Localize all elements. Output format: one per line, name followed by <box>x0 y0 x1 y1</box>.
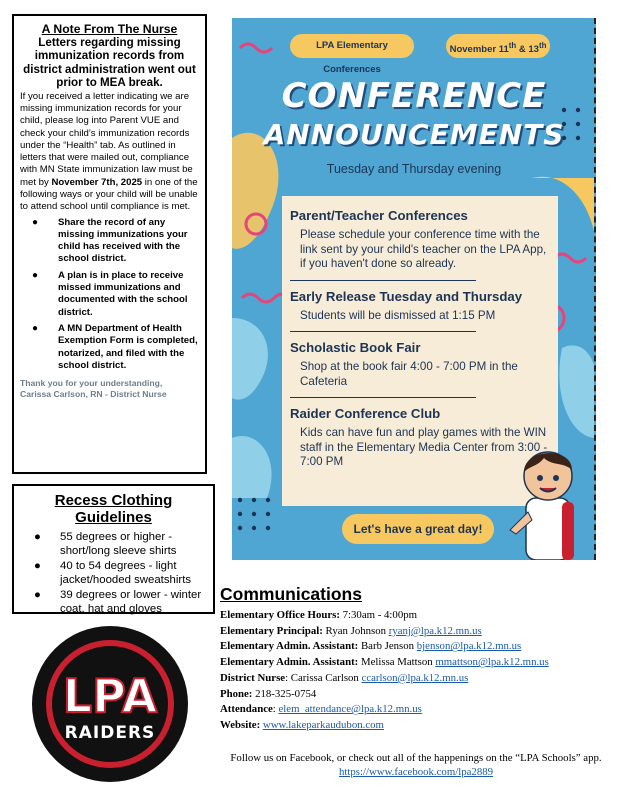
recess-guideline: 40 to 54 degrees - light jacket/hooded sweatshirts <box>60 560 192 586</box>
pink-squiggle-shape <box>240 44 272 52</box>
field-label: Elementary Principal: <box>220 624 323 637</box>
date-text: November 11 <box>449 44 509 56</box>
assistant-row <box>220 655 610 671</box>
recess-guideline: 55 degrees or higher - short/long sleeve shirts <box>60 531 177 557</box>
bullet-icon: ● <box>34 531 41 543</box>
bullet-icon: ● <box>34 589 41 601</box>
nurse-signature-line: Carissa Carlson, RN - District Nurse <box>20 389 167 400</box>
recess-title: Recess Clothing Guidelines <box>54 492 173 526</box>
pointing-boy-illustration <box>508 436 592 560</box>
flyer-title-line2: ANNOUNCEMENTS <box>263 118 565 151</box>
field-label: Elementary Admin. Assistant: <box>220 640 359 653</box>
assistant-email-link[interactable]: bjenson@lpa.k12.mn.us <box>416 640 522 653</box>
backpack-strap-shape <box>562 502 574 560</box>
phone-number: 218-325-0754 <box>252 687 317 700</box>
principal-name: Ryan Johnson <box>322 624 389 637</box>
field-label: District Nurse <box>220 671 286 684</box>
facebook-link[interactable]: https://www.facebook.com/lpa2889 <box>338 765 494 778</box>
section-title: Early Release Tuesday and Thursday <box>290 288 523 304</box>
light-blue-blob-shape <box>559 345 596 438</box>
nurse-row <box>220 671 610 687</box>
nurse-body-part1: If you received a letter indicating we are missing immunization records for your child, please log into Parent VUE and check your child’s immunization records under the “Health” tab. As outlined in letters that were mailed out, compliance with MN State immunization law must be met by <box>20 90 193 188</box>
flyer-title-line1: CONFERENCE <box>281 76 547 116</box>
flyer-footer-pill: Let's have a great day! <box>342 514 494 544</box>
bullet-icon: ● <box>32 216 39 228</box>
nurse-note-title: A Note From The Nurse <box>41 22 178 36</box>
list-item <box>20 588 207 616</box>
recess-clothing-box <box>12 484 215 614</box>
light-blue-blob-shape <box>232 318 268 400</box>
flyer-subtitle: Tuesday and Thursday evening <box>326 162 502 176</box>
nurse-note-body <box>20 91 199 214</box>
nurse-email-link[interactable]: ccarlson@lpa.k12.mn.us <box>361 671 469 684</box>
section-title: Parent/Teacher Conferences <box>290 208 468 223</box>
attendance-row <box>220 702 610 718</box>
section-body: Shop at the book fair 4:00 - 7:00 PM in the Cafeteria <box>300 360 518 388</box>
logo-lpa-text: LPA <box>62 669 158 723</box>
field-label: Elementary Office Hours: <box>220 609 340 621</box>
date-suffix: th <box>538 41 547 50</box>
nurse-signoff <box>20 378 199 400</box>
lpa-raiders-logo <box>30 624 190 784</box>
logo-raiders-text: RAIDERS <box>64 723 156 743</box>
pink-squiggle-shape <box>554 254 586 262</box>
bullet-icon: ● <box>32 322 39 334</box>
nurse-body-part2: in one of the following ways or your child will be unable to attend school until compliance is met. <box>20 176 198 213</box>
conference-flyer <box>232 18 596 560</box>
section-divider <box>290 280 476 281</box>
compliance-option: A MN Department of Health Exemption Form is completed, notarized, and filed with the school district. <box>58 322 198 371</box>
list-item <box>20 270 199 319</box>
assistant-name: Melissa Mattson <box>358 656 436 669</box>
recess-guideline: 39 degrees or lower - winter coat, hat and gloves <box>60 589 202 615</box>
light-blue-blob-shape <box>232 436 272 498</box>
event-date-pill <box>446 34 550 58</box>
office-hours-value: 7:30am - 4:00pm <box>339 609 418 621</box>
compliance-options-list <box>20 217 199 373</box>
list-item <box>20 217 199 266</box>
recess-guidelines-list <box>20 530 207 616</box>
label-separator: : <box>272 703 279 716</box>
section-body: Students will be dismissed at 1:15 PM <box>300 308 496 322</box>
section-divider <box>290 397 476 398</box>
list-item <box>20 530 207 558</box>
assistant-row <box>220 639 610 655</box>
communications-section <box>220 584 610 779</box>
list-item <box>20 559 207 587</box>
bullet-icon: ● <box>32 269 39 281</box>
follow-text: Follow us on Facebook, or check out all of the happenings on the “LPA Schools” app. <box>230 751 602 764</box>
field-label: Website: <box>220 718 261 731</box>
social-follow <box>220 751 612 779</box>
phone-row <box>220 687 610 703</box>
section-title: Scholastic Book Fair <box>290 340 421 355</box>
field-label: Phone: <box>220 687 253 700</box>
bullet-icon: ● <box>34 560 41 572</box>
list-item <box>20 323 199 372</box>
nurse-note-subtitle: Letters regarding missing immunization records from district administration went out prior to MEA break. <box>23 36 196 90</box>
section-title: Raider Conference Club <box>290 406 441 421</box>
compliance-option: A plan is in place to receive missed immunizations and documented with the school district. <box>58 269 188 318</box>
website-row <box>220 718 610 734</box>
eye-shape <box>537 475 543 481</box>
section-body: Kids can have fun and play games with the WIN staff in the Elementary Media Center from 3:00 - 7:00 PM <box>300 426 548 468</box>
section-body: Please schedule your conference time with the link sent by your child's teacher on the LPA App, if you haven't done so already. <box>300 228 547 270</box>
nurse-deadline: November 7th, 2025 <box>51 176 143 188</box>
event-name-pill: LPA Elementary Conferences <box>290 34 414 58</box>
nurse-note-box <box>12 14 207 474</box>
field-label: Elementary Admin. Assistant: <box>220 656 359 669</box>
assistant-name: Barb Jenson <box>358 640 417 653</box>
principal-email-link[interactable]: ryanj@lpa.k12.mn.us <box>388 624 482 637</box>
nurse-name: : Carissa Carlson <box>285 671 362 684</box>
principal-row <box>220 624 610 640</box>
assistant-email-link[interactable]: mmattson@lpa.k12.mn.us <box>435 656 549 669</box>
website-link[interactable]: www.lakeparkaudubon.com <box>262 718 384 731</box>
section-divider <box>290 331 476 332</box>
thanks-line: Thank you for your understanding, <box>20 378 163 389</box>
compliance-option: Share the record of any missing immunizations your child has received with the school district. <box>58 216 188 265</box>
date-text: & 13 <box>516 44 539 56</box>
eye-shape <box>553 475 559 481</box>
attendance-email-link[interactable]: elem_attendance@lpa.k12.mn.us <box>278 703 422 716</box>
date-suffix: th <box>508 41 517 50</box>
field-label: Attendance <box>220 703 273 716</box>
communications-heading: Communications <box>220 584 362 604</box>
office-hours-row <box>220 608 610 624</box>
